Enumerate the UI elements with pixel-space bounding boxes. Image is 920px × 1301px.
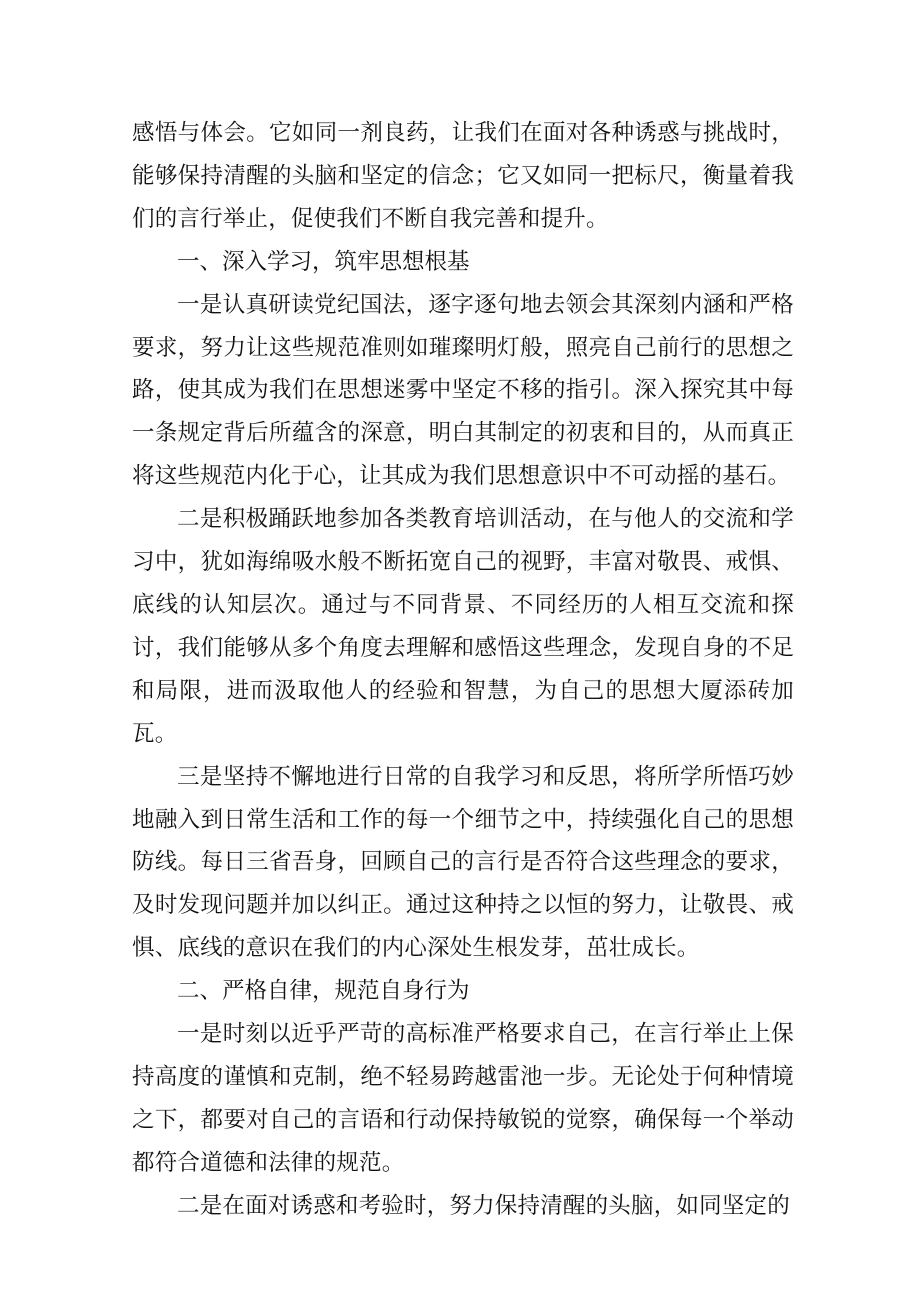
section-heading-2: 二、严格自律，规范自身行为 bbox=[177, 978, 470, 1005]
intro-paragraph: 感悟与体会。它如同一剂良药，让我们在面对各种诱惑与挑战时，能够保持清醒的头脑和坚定的信念；它又如同一把标尺，衡量着我们的言行举止，促使我们不断自我完善和提升。 bbox=[132, 120, 794, 232]
section2-paragraph-1: 一是时刻以近乎严苛的高标准严格要求自己，在言行举止上保持高度的谨慎和克制，绝不轻易跨越雷池一步。无论处于何种情境之下，都要对自己的言语和行动保持敏锐的觉察，确保每一个举动都符合道德和法律的规范。 bbox=[132, 1021, 794, 1176]
section2-paragraph-2: 二是在面对诱惑和考验时，努力保持清醒的头脑，如同坚定的 bbox=[177, 1192, 790, 1219]
section1-paragraph-1: 一是认真研读党纪国法，逐字逐句地去领会其深刻内涵和严格要求，努力让这些规范准则如璀璨明灯般，照亮自己前行的思想之路，使其成为我们在思想迷雾中坚定不移的指引。深入探究其中每一条规定背后所蕴含的深意，明白其制定的初衷和目的，从而真正将这些规范内化于心，让其成为我们思想意识中不可动摇的基石。 bbox=[132, 291, 794, 490]
section1-paragraph-2: 二是积极踊跃地参加各类教育培训活动，在与他人的交流和学习中，犹如海绵吸水般不断拓宽自己的视野，丰富对敬畏、戒惧、底线的认知层次。通过与不同背景、不同经历的人相互交流和探讨，我们能够从多个角度去理解和感悟这些理念，发现自身的不足和局限，进而汲取他人的经验和智慧，为自己的思想大厦添砖加瓦。 bbox=[132, 506, 794, 747]
section-heading-1: 一、深入学习，筑牢思想根基 bbox=[177, 248, 470, 275]
section1-paragraph-3: 三是坚持不懈地进行日常的自我学习和反思，将所学所悟巧妙地融入到日常生活和工作的每一个细节之中，持续强化自己的思想防线。每日三省吾身，回顾自己的言行是否符合这些理念的要求，及时发现问题并加以纠正。通过这种持之以恒的努力，让敬畏、戒惧、底线的意识在我们的内心深处生根发芽，茁壮成长。 bbox=[132, 763, 794, 962]
document-body bbox=[132, 112, 794, 1228]
